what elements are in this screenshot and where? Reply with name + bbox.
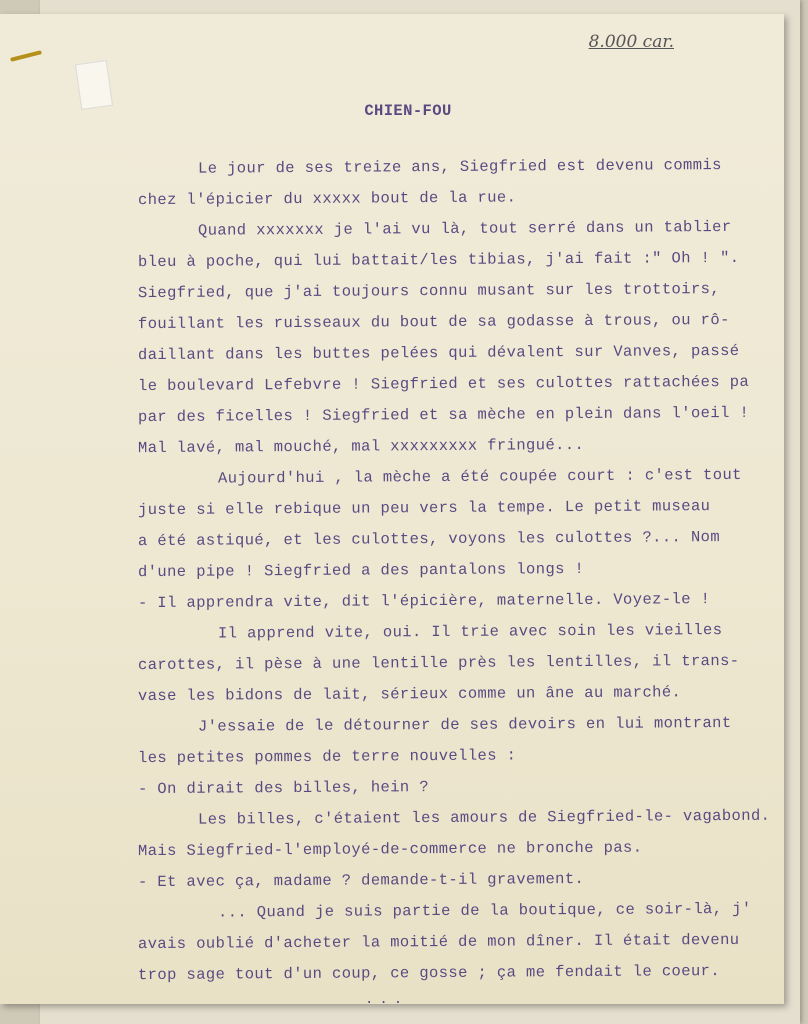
text-line: Quand xxxxxxx je l'ai vu là, tout serré dans un tablier	[197, 217, 732, 240]
text-lines	[137, 156, 771, 995]
text-line: avais oublié d'acheter la moitié de mon dîner. Il était devenu	[137, 930, 740, 954]
page-footer: ...	[365, 992, 409, 1008]
text-line: d'une pipe ! Siegfried a des pantalons longs !	[137, 559, 585, 582]
text-line: Aujourd'hui , la mèche a été coupée court : c'est tout	[217, 465, 742, 488]
typed-text	[137, 102, 771, 995]
pin-icon	[10, 50, 42, 62]
text-line: par des ficelles ! Siegfried et sa mèche en plein dans l'oeil !	[137, 403, 750, 427]
text-line: Les billes, c'étaient les amours de Siegfried-le- vagabond.	[197, 806, 771, 829]
text-line: carottes, il pèse à une lentille près les lentilles, il trans-	[137, 651, 740, 675]
text-line: juste si elle rebique un peu vers la tempe. Le petit museau	[137, 497, 711, 520]
text-line: daillant dans les buttes pelées qui dévalent sur Vanves, passé	[137, 341, 740, 365]
text-line: ... Quand je suis partie de la boutique, ce soir-là, j'	[217, 899, 752, 922]
text-line: le boulevard Lefebvre ! Siegfried et ses culottes rattachées pa	[137, 372, 750, 396]
text-line: J'essaie de le détourner de ses devoirs en lui montrant	[197, 713, 732, 736]
text-line: Siegfried, que j'ai toujours connu musant sur les trottoirs,	[137, 280, 721, 303]
text-line: - Il apprendra vite, dit l'épicière, maternelle. Voyez-le !	[137, 590, 711, 613]
text-line: a été astiqué, et les culottes, voyons les culottes ?... Nom	[137, 528, 721, 551]
pencil-note: 8.000 car.	[588, 32, 674, 52]
text-line: - On dirait des billes, hein ?	[137, 778, 430, 799]
text-line: fouillant les ruisseaux du bout de sa godasse à trous, ou rô-	[137, 310, 730, 334]
typed-page	[0, 14, 784, 1008]
text-line: trop sage tout d'un coup, ce gosse ; ça me fendait le coeur.	[137, 962, 721, 985]
text-line: Il apprend vite, oui. Il trie avec soin les vieilles	[217, 621, 723, 643]
text-line: vase les bidons de lait, sérieux comme un âne au marché.	[137, 683, 682, 706]
text-line: Mal lavé, mal mouché, mal xxxxxxxxx fringué...	[137, 435, 585, 458]
text-line: les petites pommes de terre nouvelles :	[137, 746, 517, 768]
text-line: Le jour de ses treize ans, Siegfried est devenu commis	[197, 156, 722, 178]
text-line: - Et avec ça, madame ? demande-t-il gravement.	[137, 869, 585, 892]
text-line: Mais Siegfried-l'employé-de-commerce ne bronche pas.	[137, 838, 643, 861]
page-title: CHIEN-FOU	[364, 102, 452, 120]
text-line: bleu à poche, qui lui battait/les tibias, j'ai fait :" Oh ! ".	[137, 248, 740, 272]
text-line: chez l'épicier du xxxxx bout de la rue.	[137, 188, 517, 210]
